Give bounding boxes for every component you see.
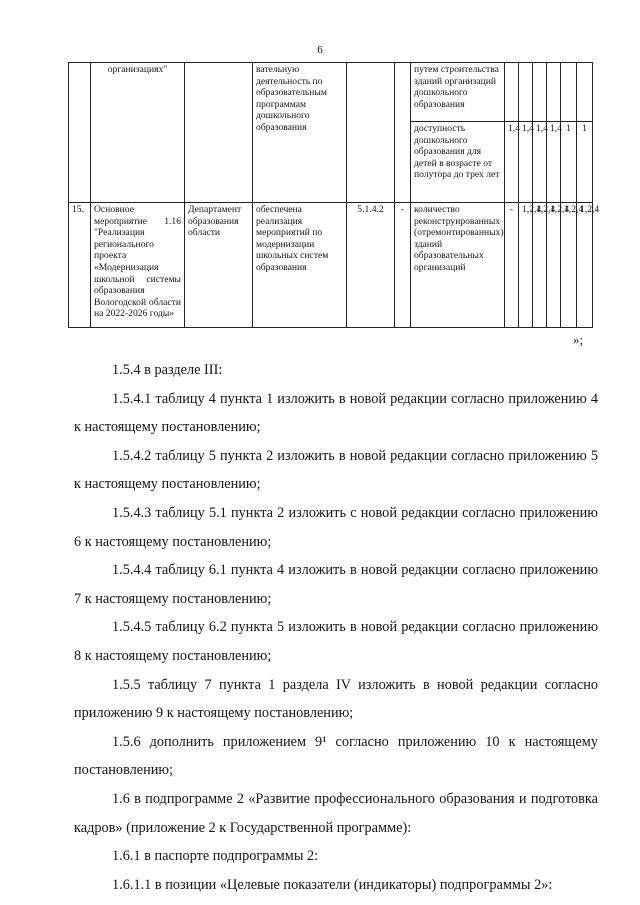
paragraph: 1.5.4.2 таблицу 5 пункта 2 изложить в новой редакции согласно приложению 5 к настоящему постановлению; xyxy=(74,447,598,493)
table-cell-result: обеспечена реализация мероприятий по модернизации школьных систем образования xyxy=(253,203,347,328)
table-cell xyxy=(347,63,395,203)
table-cell-value: 1,2,4 xyxy=(547,203,561,328)
table-cell-value: 1 xyxy=(577,122,593,203)
table-cell-indicator: количество реконструированных (отремонтированных) зданий образовательных организаций xyxy=(411,203,505,328)
table-cell-number: 15. xyxy=(69,203,91,328)
table-cell-value: 1,2,4 xyxy=(533,203,547,328)
table-row xyxy=(69,63,593,122)
table-cell-value: 1,4 xyxy=(505,122,519,203)
table-cell-code: 5.1.4.2 xyxy=(347,203,395,328)
table-cell-indicator: путем строительства зданий организаций дошкольного образования xyxy=(411,63,505,122)
table-cell-event: организациях" xyxy=(91,63,185,203)
table-cell-value: 1,4 xyxy=(547,122,561,203)
table-cell-indicator: доступность дошкольного образования для детей в возрасте от полутора до трех лет xyxy=(411,122,505,203)
table-cell-executor: Департамент образования области xyxy=(185,203,253,328)
table-cell xyxy=(505,63,519,122)
table-cell-result: вательную деятельность по образовательным программам дошкольного образования xyxy=(253,63,347,203)
paragraph: 1.6 в подпрограмме 2 «Развитие профессионального образования и подготовка кадров» (приложение 2 к Государственной программе): xyxy=(74,790,598,836)
table-cell-value: 1,4 xyxy=(519,122,533,203)
table-cell xyxy=(395,63,411,203)
paragraph: 1.5.4 в разделе III: xyxy=(112,362,223,378)
table-cell xyxy=(69,63,91,203)
table-cell-event: Основное мероприятие 1.16 "Реализация регионального проекта «Модернизация школьной системы образования Вологодской области на 2022-2026 годы» xyxy=(91,203,185,328)
paragraph: 1.5.4.1 таблицу 4 пункта 1 изложить в новой редакции согласно приложению 4 к настоящему постановлению; xyxy=(74,390,598,436)
paragraph: 1.6.1.1 в позиции «Целевые показатели (индикаторы) подпрограммы 2»: xyxy=(112,876,553,893)
paragraph: 1.5.4.5 таблицу 6.2 пункта 5 изложить в новой редакции согласно приложению 8 к настоящему постановлению; xyxy=(74,619,598,664)
document-body xyxy=(74,356,598,899)
table-cell-value: 1,2,4 xyxy=(561,203,577,328)
table-cell xyxy=(519,63,533,122)
paragraph: 1.6.1 в паспорте подпрограммы 2: xyxy=(112,848,319,865)
table-cell xyxy=(577,63,593,122)
table-cell-dash: - xyxy=(395,203,411,328)
table-cell xyxy=(547,63,561,122)
table-cell xyxy=(533,63,547,122)
table-cell xyxy=(561,63,577,122)
table-cell-value: 1,4 xyxy=(533,122,547,203)
table-row xyxy=(69,203,593,328)
table-cell-value: - xyxy=(505,203,519,328)
page-number: 6 xyxy=(317,44,323,56)
table-cell-value: 1,2,4 xyxy=(577,203,593,328)
table-cell xyxy=(185,63,253,203)
paragraph: 1.5.4.4 таблицу 6.1 пункта 4 изложить в новой редакции согласно приложению 7 к настоящему постановлению; xyxy=(74,562,598,607)
table-cell-value: 1 xyxy=(561,122,577,203)
table-cell-value: 1,2,4 xyxy=(519,203,533,328)
paragraph: 1.5.5 таблицу 7 пункта 1 раздела IV изложить в новой редакции согласно приложению 9 к настоящему постановлению; xyxy=(74,676,598,722)
closing-quote: »; xyxy=(573,332,584,347)
paragraph: 1.5.6 дополнить приложением 9¹ согласно приложению 10 к настоящему постановлению; xyxy=(74,733,598,779)
events-table xyxy=(68,62,600,328)
paragraph: 1.5.4.3 таблицу 5.1 пункта 2 изложить с новой редакции согласно приложению 6 к настоящему постановлению; xyxy=(74,504,598,550)
